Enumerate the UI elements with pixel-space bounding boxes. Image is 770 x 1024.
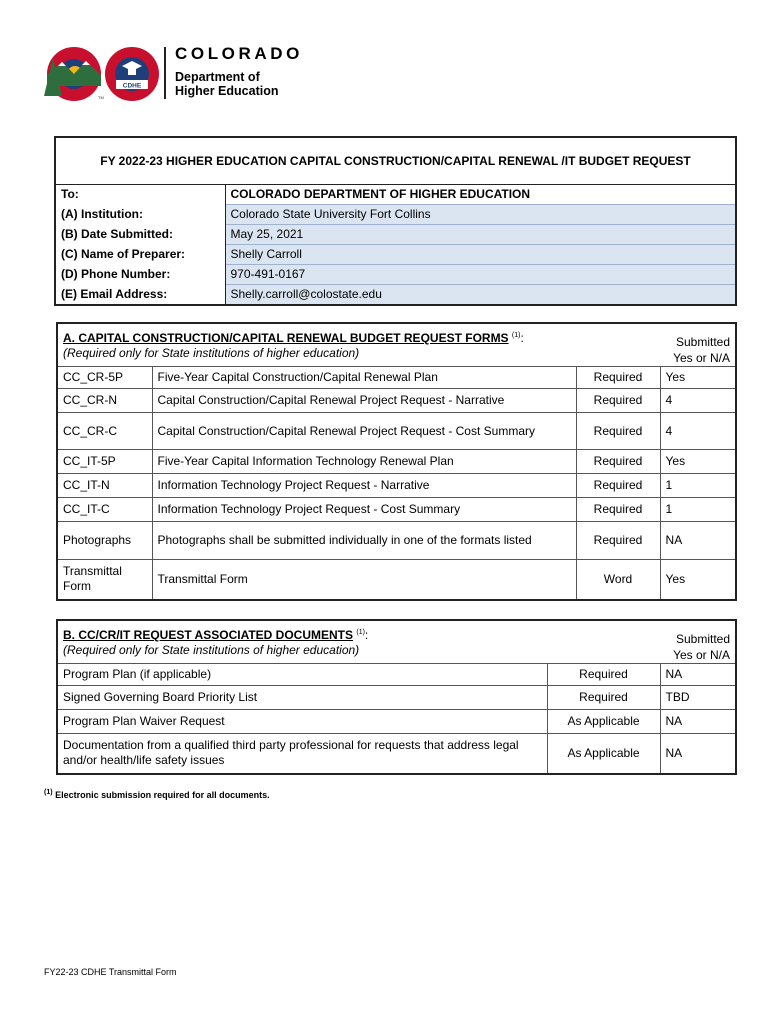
to-label: To: (55, 185, 225, 205)
form-submitted: 1 (660, 498, 736, 522)
form-description: Five-Year Capital Construction/Capital Renewal Plan (152, 367, 576, 389)
document-requirement: Required (547, 664, 660, 686)
header-row-institution (55, 205, 736, 225)
preparer-label: (C) Name of Preparer: (55, 245, 225, 265)
form-description: Capital Construction/Capital Renewal Project Request - Narrative (152, 389, 576, 413)
form-title: FY 2022-23 HIGHER EDUCATION CAPITAL CONSTRUCTION/CAPITAL RENEWAL /IT BUDGET REQUEST (55, 137, 736, 185)
form-requirement: Required (576, 474, 660, 498)
table-row (57, 450, 736, 474)
institution-label: (A) Institution: (55, 205, 225, 225)
section-a-title: A. CAPITAL CONSTRUCTION/CAPITAL RENEWAL BUDGET REQUEST FORMS (63, 331, 509, 345)
section-b-title-colon: : (364, 628, 369, 642)
section-a-title-footnote: (1) (511, 332, 521, 339)
section-a-subtitle: (Required only for State institutions of higher education) (63, 346, 360, 360)
section-b-table (56, 619, 737, 775)
header-row-to (55, 185, 736, 205)
table-row (57, 560, 736, 600)
table-row (57, 686, 736, 710)
table-row (57, 389, 736, 413)
colorado-c-icon (44, 47, 101, 101)
form-requirement: Required (576, 367, 660, 389)
yes-or-na-label: Yes or N/A (673, 648, 730, 662)
form-submitted: Yes (660, 560, 736, 600)
document-submitted: NA (660, 710, 736, 734)
trademark-mark: TM (98, 95, 104, 100)
document-description: Signed Governing Board Priority List (57, 686, 547, 710)
document-submitted: NA (660, 664, 736, 686)
table-row (57, 522, 736, 560)
email-label: (E) Email Address: (55, 285, 225, 306)
document-requirement: Required (547, 686, 660, 710)
form-description: Five-Year Capital Information Technology Renewal Plan (152, 450, 576, 474)
submitted-label: Submitted (675, 335, 730, 349)
phone-value: 970-491-0167 (225, 265, 736, 285)
table-row (57, 367, 736, 389)
phone-label: (D) Phone Number: (55, 265, 225, 285)
form-description: Information Technology Project Request - Narrative (152, 474, 576, 498)
form-description: Information Technology Project Request - Cost Summary (152, 498, 576, 522)
date-label: (B) Date Submitted: (55, 225, 225, 245)
form-code: CC_CR-N (57, 389, 152, 413)
section-b-header (57, 620, 660, 664)
section-b-subtitle: (Required only for State institutions of higher education) (63, 643, 360, 657)
document-submitted: TBD (660, 686, 736, 710)
form-description: Photographs shall be submitted individually in one of the formats listed (152, 522, 576, 560)
to-value: COLORADO DEPARTMENT OF HIGHER EDUCATION (225, 185, 736, 205)
page-footer: FY22-23 CDHE Transmittal Form (44, 967, 177, 977)
form-requirement: Required (576, 413, 660, 450)
footnote (44, 789, 270, 800)
footnote-text: Electronic submission required for all documents. (52, 790, 270, 800)
logo-divider (164, 47, 166, 99)
form-submitted: NA (660, 522, 736, 560)
form-description: Capital Construction/Capital Renewal Project Request - Cost Summary (152, 413, 576, 450)
request-header-table (54, 136, 737, 306)
department-line-2: Higher Education (175, 84, 279, 98)
form-submitted: 4 (660, 389, 736, 413)
form-description: Transmittal Form (152, 560, 576, 600)
header-row-phone (55, 265, 736, 285)
institution-value: Colorado State University Fort Collins (225, 205, 736, 225)
preparer-value: Shelly Carroll (225, 245, 736, 265)
table-row (57, 664, 736, 686)
header-row-email (55, 285, 736, 306)
form-code: CC_CR-C (57, 413, 152, 450)
section-a-header (57, 323, 660, 367)
form-requirement: Required (576, 522, 660, 560)
section-b-submitted-header (660, 620, 736, 664)
form-requirement: Required (576, 389, 660, 413)
cdhe-badge-text: CDHE (122, 82, 142, 90)
header-row-date (55, 225, 736, 245)
department-name (175, 70, 278, 98)
cdhe-badge-icon (105, 47, 159, 101)
table-row (57, 413, 736, 450)
table-row (57, 474, 736, 498)
document-description: Program Plan Waiver Request (57, 710, 547, 734)
table-row (57, 498, 736, 522)
department-line-1: Department of (175, 70, 260, 84)
form-requirement: Required (576, 498, 660, 522)
form-requirement: Word (576, 560, 660, 600)
form-submitted: Yes (660, 367, 736, 389)
footnote-marker: (1) (44, 789, 53, 796)
header-row-preparer (55, 245, 736, 265)
table-row (57, 710, 736, 734)
submitted-label: Submitted (675, 632, 730, 646)
document-submitted: NA (660, 734, 736, 774)
form-code: Photographs (57, 522, 152, 560)
form-submitted: Yes (660, 450, 736, 474)
section-b-title-footnote: (1) (356, 629, 365, 636)
date-value: May 25, 2021 (225, 225, 736, 245)
yes-or-na-label: Yes or N/A (673, 351, 730, 365)
document-requirement: As Applicable (547, 710, 660, 734)
form-code: CC_IT-N (57, 474, 152, 498)
section-a-table (56, 322, 737, 601)
section-b-title: B. CC/CR/IT REQUEST ASSOCIATED DOCUMENTS (63, 628, 354, 642)
org-name: COLORADO (175, 44, 303, 63)
section-a-submitted-header (660, 323, 736, 367)
document-description: Documentation from a qualified third party professional for requests that address legal and/or health/life safety issues (57, 734, 547, 774)
table-row (57, 734, 736, 774)
form-code: CC_CR-5P (57, 367, 152, 389)
form-requirement: Required (576, 450, 660, 474)
form-code: Transmittal Form (57, 560, 152, 600)
section-a-title-colon: : (520, 331, 524, 345)
form-code: CC_IT-5P (57, 450, 152, 474)
form-submitted: 4 (660, 413, 736, 450)
email-value: Shelly.carroll@colostate.edu (225, 285, 736, 306)
form-code: CC_IT-C (57, 498, 152, 522)
form-submitted: 1 (660, 474, 736, 498)
document-requirement: As Applicable (547, 734, 660, 774)
document-description: Program Plan (if applicable) (57, 664, 547, 686)
